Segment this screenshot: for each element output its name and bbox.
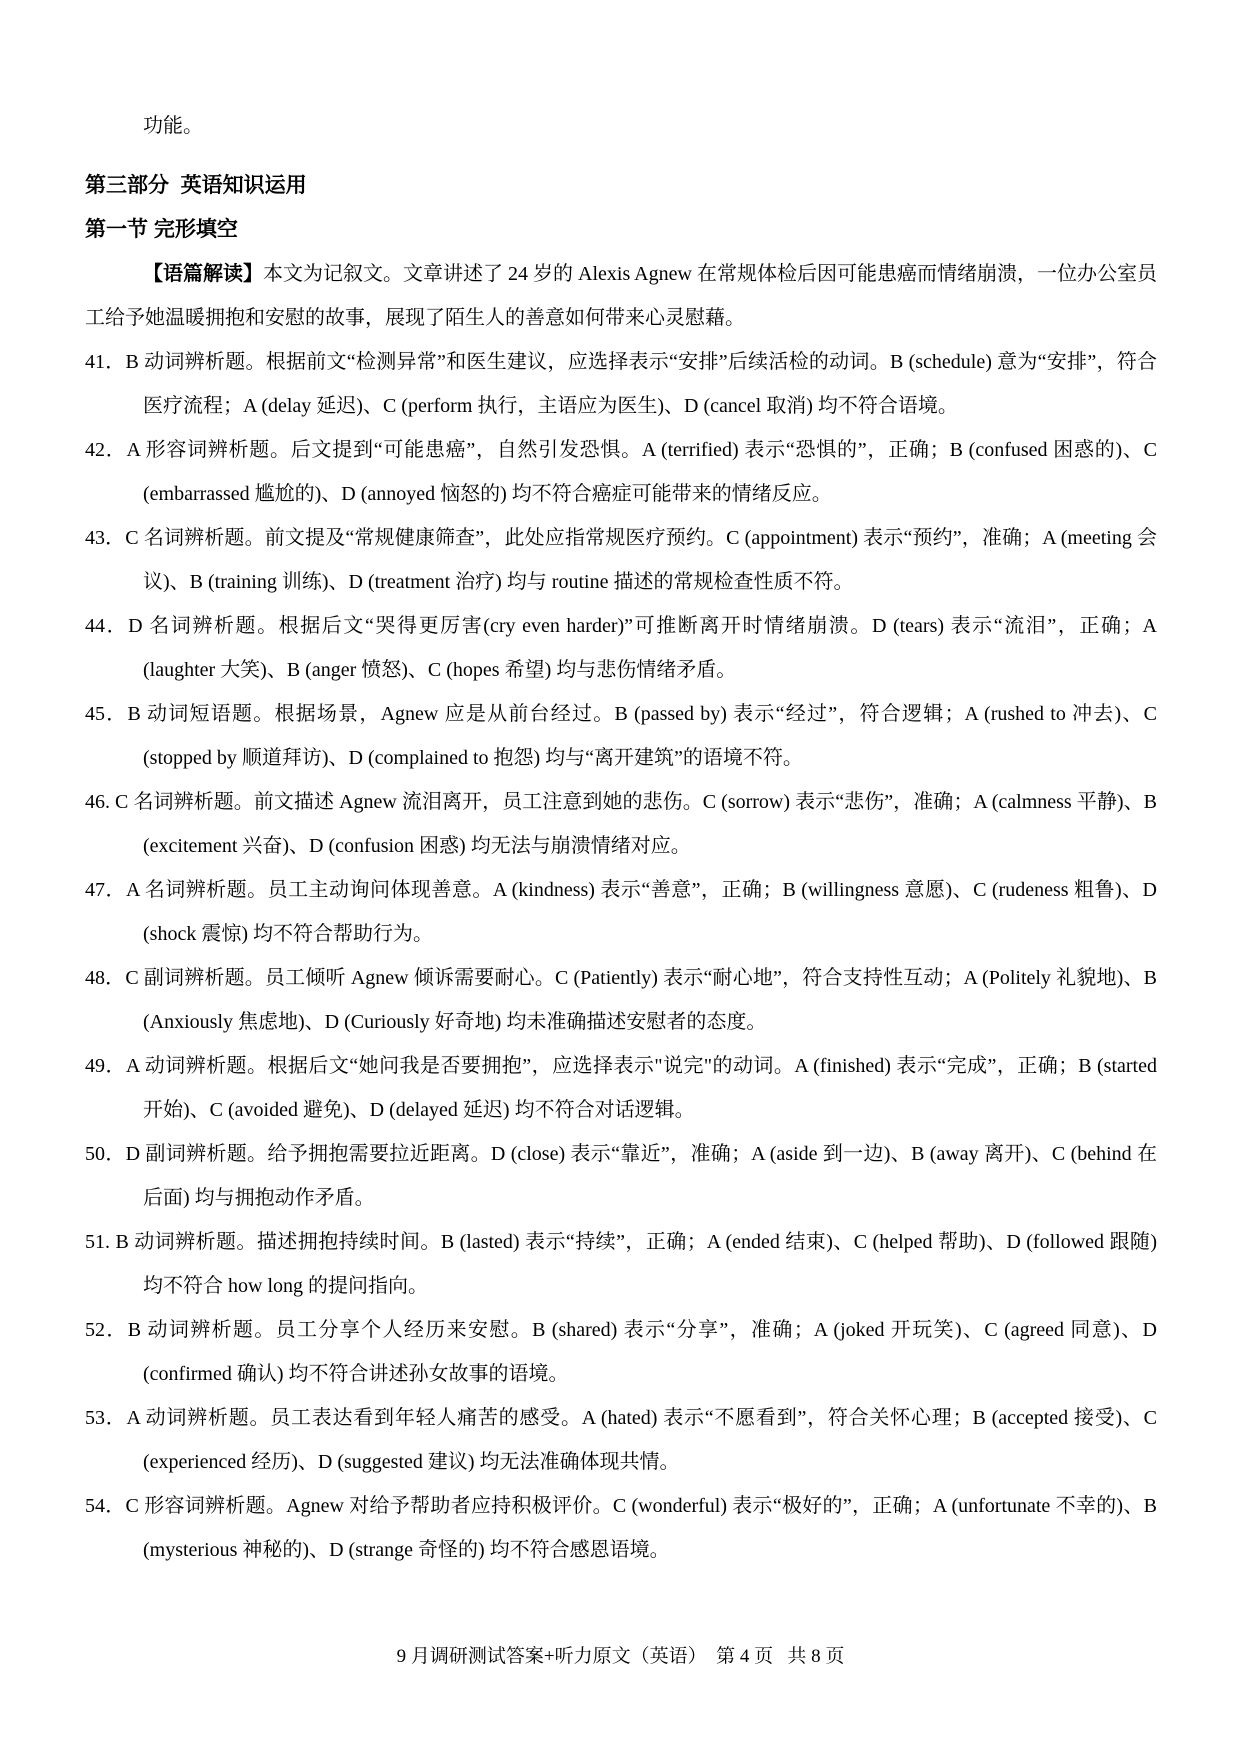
answer-item-44-text: 名词辨析题。根据后文“哭得更厉害(cry even harder)”可推断离开时情绪崩溃。D (tears) 表示“流泪”，正确；A (laughter 大笑)、B (anger 愤怒)、C (hopes 希望) 均与悲伤情绪矛盾。 <box>143 615 1158 681</box>
answer-item-46-text: 名词辨析题。前文描述 Agnew 流泪离开，员工注意到她的悲伤。C (sorrow) 表示“悲伤”，准确；A (calmness 平静)、B (excitement 兴奋)、D (confusion 困惑) 均无法与崩溃情绪对应。 <box>133 791 1157 857</box>
answer-item-48 <box>85 956 1157 1044</box>
answer-item-41-label: 41．B <box>85 351 145 373</box>
answer-item-52-text: 动词辨析题。员工分享个人经历来安慰。B (shared) 表示“分享”，准确；A (joked 开玩笑)、C (agreed 同意)、D (confirmed 确认) 均不符合讲述孙女故事的语境。 <box>143 1319 1157 1385</box>
answer-item-50 <box>85 1132 1157 1220</box>
answer-item-51-label: 51. B <box>85 1231 135 1253</box>
passage-analysis-text: 本文为记叙文。文章讲述了 24 岁的 Alexis Agnew 在常规体检后因可能患癌而情绪崩溃，一位办公室员工给予她温暖拥抱和安慰的故事，展现了陌生人的善意如何带来心灵慰藉。 <box>85 263 1157 329</box>
passage-analysis-label: 【语篇解读】 <box>143 263 264 285</box>
answer-item-47 <box>85 868 1157 956</box>
answer-item-45 <box>85 692 1157 780</box>
answer-item-45-label: 45．B <box>85 703 148 725</box>
answer-item-49-text: 动词辨析题。根据后文“她问我是否要拥抱”，应选择表示"说完"的动词。A (finished) 表示“完成”，正确；B (started 开始)、C (avoided 避免)、D (delayed 延迟) 均不符合对话逻辑。 <box>143 1055 1157 1121</box>
answer-item-43-label: 43．C <box>85 527 144 549</box>
answer-item-46 <box>85 780 1157 868</box>
answer-item-48-text: 副词辨析题。员工倾听 Agnew 倾诉需要耐心。C (Patiently) 表示“耐心地”，符合支持性互动；A (Politely 礼貌地)、B (Anxiously 焦虑地)、D (Curiously 好奇地) 均未准确描述安慰者的态度。 <box>143 967 1157 1033</box>
answer-item-42-label: 42．A <box>85 439 146 461</box>
answer-item-45-text: 动词短语题。根据场景，Agnew 应是从前台经过。B (passed by) 表示“经过”，符合逻辑；A (rushed to 冲去)、C (stopped by 顺道拜访)、D (complained to 抱怨) 均与“离开建筑”的语境不符。 <box>143 703 1158 769</box>
part-heading: 第三部分 英语知识运用 <box>85 174 307 197</box>
answer-item-43-text: 名词辨析题。前文提及“常规健康筛查”，此处应指常规医疗预约。C (appointment) 表示“预约”，准确；A (meeting 会议)、B (training 训练)、D (treatment 治疗) 均与 routine 描述的常规检查性质不符。 <box>143 527 1158 593</box>
answer-item-46-label: 46. C <box>85 791 134 813</box>
answer-item-49-label: 49．A <box>85 1055 145 1077</box>
section-heading: 第一节 完形填空 <box>85 218 238 241</box>
answer-item-54 <box>85 1484 1157 1572</box>
answer-item-49 <box>85 1044 1157 1132</box>
answer-item-42-text: 形容词辨析题。后文提到“可能患癌”，自然引发恐惧。A (terrified) 表示“恐惧的”，正确；B (confused 困惑的)、C (embarrassed 尴尬的)、D (annoyed 恼怒的) 均不符合癌症可能带来的情绪反应。 <box>143 439 1157 505</box>
continuation-text: 功能。 <box>143 115 203 137</box>
answer-item-47-text: 名词辨析题。员工主动询问体现善意。A (kindness) 表示“善意”，正确；B (willingness 意愿)、C (rudeness 粗鲁)、D (shock 震惊) 均不符合帮助行为。 <box>143 879 1157 945</box>
answer-item-53 <box>85 1396 1157 1484</box>
answer-item-50-label: 50．D <box>85 1143 146 1165</box>
answer-item-42 <box>85 428 1157 516</box>
answer-item-52 <box>85 1308 1157 1396</box>
answer-item-53-text: 动词辨析题。员工表达看到年轻人痛苦的感受。A (hated) 表示“不愿看到”，符合关怀心理；B (accepted 接受)、C (experienced 经历)、D (suggested 建议) 均无法准确体现共情。 <box>143 1407 1157 1473</box>
answer-item-51-text: 动词辨析题。描述拥抱持续时间。B (lasted) 表示“持续”，正确；A (ended 结束)、C (helped 帮助)、D (followed 跟随) 均不符合 how long 的提问指向。 <box>134 1231 1158 1297</box>
answer-item-47-label: 47．A <box>85 879 145 901</box>
answer-item-43 <box>85 516 1157 604</box>
answer-item-52-label: 52．B <box>85 1319 148 1341</box>
answer-item-44 <box>85 604 1157 692</box>
answer-item-50-text: 副词辨析题。给予拥抱需要拉近距离。D (close) 表示“靠近”，准确；A (aside 到一边)、B (away 离开)、C (behind 在后面) 均与拥抱动作矛盾。 <box>143 1143 1157 1209</box>
page-footer: 9 月调研测试答案+听力原文（英语） 第 4 页 共 8 页 <box>396 1646 845 1667</box>
answer-item-48-label: 48．C <box>85 967 144 989</box>
passage-analysis <box>85 252 1157 340</box>
answer-item-54-label: 54．C <box>85 1495 145 1517</box>
answer-item-41-text: 动词辨析题。根据前文“检测异常”和医生建议，应选择表示“安排”后续活检的动词。B (schedule) 意为“安排”，符合医疗流程；A (delay 延迟)、C (perform 执行，主语应为医生)、D (cancel 取消) 均不符合语境。 <box>143 351 1157 417</box>
answer-item-53-label: 53．A <box>85 1407 146 1429</box>
answer-item-44-label: 44．D <box>85 615 150 637</box>
answer-item-51 <box>85 1220 1157 1308</box>
answer-item-41 <box>85 340 1157 428</box>
answer-item-54-text: 形容词辨析题。Agnew 对给予帮助者应持积极评价。C (wonderful) 表示“极好的”，正确；A (unfortunate 不幸的)、B (mysterious 神秘的)、D (strange 奇怪的) 均不符合感恩语境。 <box>143 1495 1157 1561</box>
